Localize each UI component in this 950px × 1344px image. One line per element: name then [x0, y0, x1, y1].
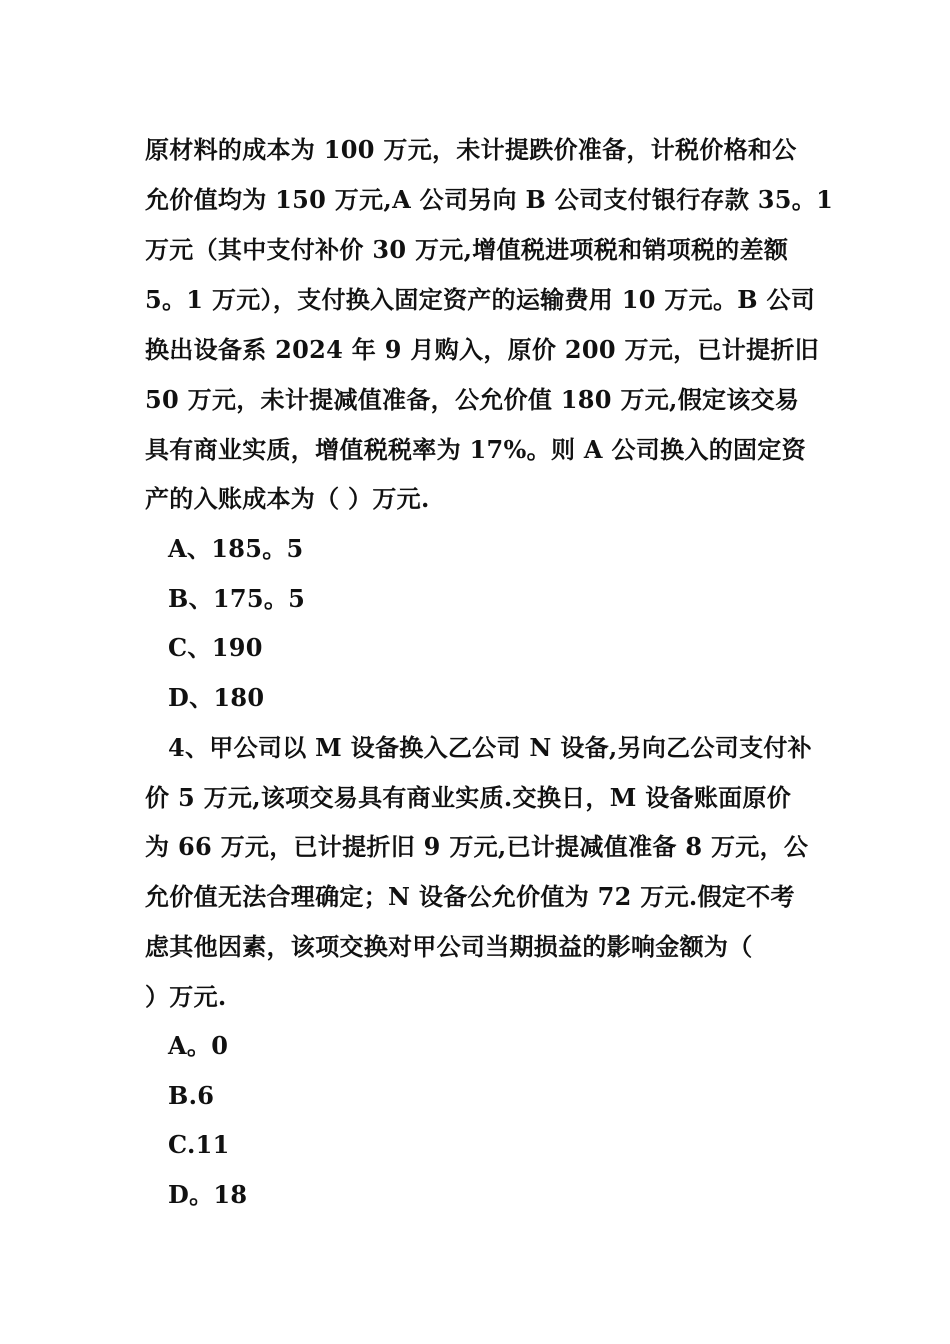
question-3-line: 万元（其中支付补价 30 万元,增值税进项税和销项税的差额: [145, 235, 789, 264]
question-4-line: 允价值无法合理确定；N 设备公允价值为 72 万元.假定不考: [145, 882, 795, 911]
question-3-line: 原材料的成本为 100 万元，未计提跌价准备，计税价格和公: [145, 135, 797, 164]
option-c: C.11: [168, 1130, 230, 1159]
question-3-line: 5。1 万元），支付换入固定资产的运输费用 10 万元。B 公司: [145, 285, 816, 314]
option-b: B.6: [168, 1081, 215, 1110]
option-a: A、185。5: [168, 534, 304, 563]
question-3-line: 允价值均为 150 万元,A 公司另向 B 公司支付银行存款 35。1: [145, 185, 834, 214]
question-3-line: 产的入账成本为（ ）万元.: [145, 484, 430, 513]
option-a: A。0: [168, 1031, 229, 1060]
question-4-line: 4、甲公司以 M 设备换入乙公司 N 设备,另向乙公司支付补: [168, 733, 812, 762]
question-3-line: 具有商业实质，增值税税率为 17%。则 A 公司换入的固定资: [145, 435, 806, 464]
question-4-line: ）万元.: [145, 982, 227, 1011]
option-d: D、180: [168, 683, 265, 712]
question-4-line: 价 5 万元,该项交易具有商业实质.交换日，M 设备账面原价: [145, 783, 792, 812]
option-d: D。18: [168, 1180, 248, 1209]
question-4-line: 为 66 万元，已计提折旧 9 万元,已计提减值准备 8 万元，公: [145, 832, 809, 861]
question-3-line: 换出设备系 2024 年 9 月购入，原价 200 万元，已计提折旧: [145, 335, 819, 364]
option-c: C、190: [168, 633, 263, 662]
question-3-line: 50 万元，未计提减值准备，公允价值 180 万元,假定该交易: [145, 385, 800, 414]
question-4-line: 虑其他因素，该项交换对甲公司当期损益的影响金额为（: [145, 932, 753, 961]
option-b: B、175。5: [168, 584, 306, 613]
